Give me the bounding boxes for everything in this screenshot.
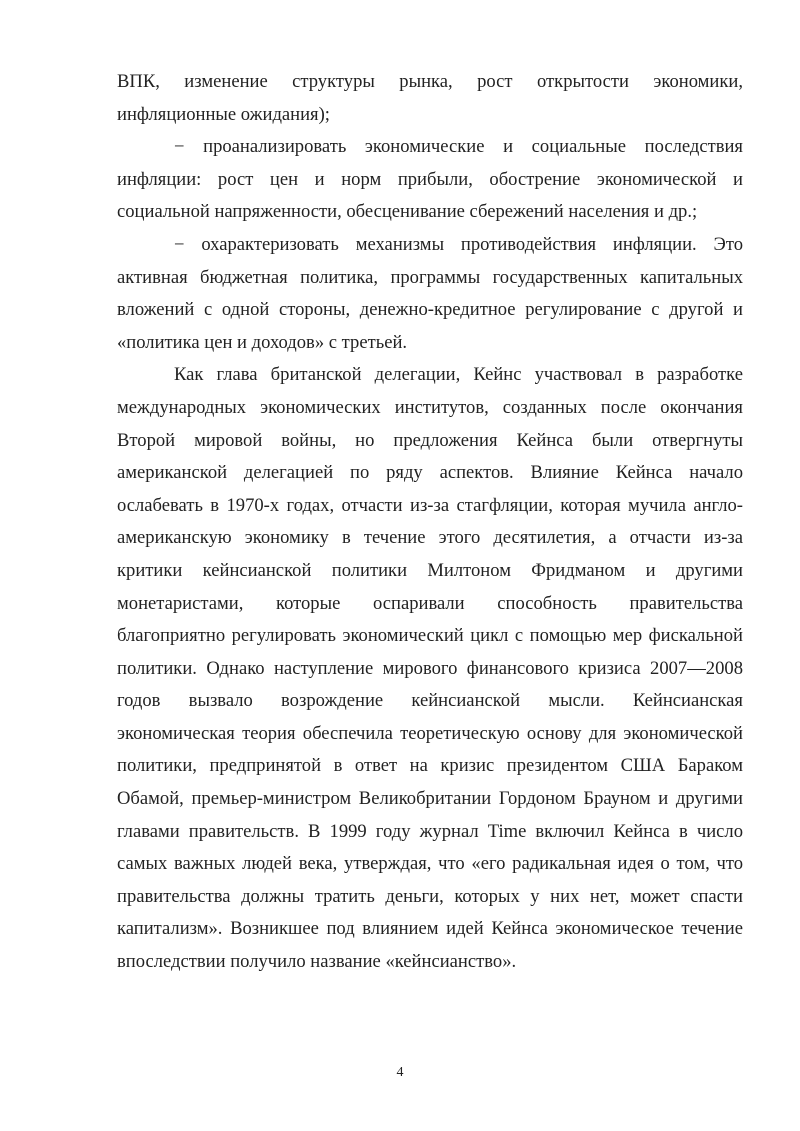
- page-number: 4: [396, 1065, 404, 1080]
- page-body: [117, 66, 743, 979]
- paragraph-keynes: Как глава британской делегации, Кейнс участвовал в разработке международных экономических институтов, созданных после окончания Второй мировой войны, но предложения Кейнса были отвергнуты американской делегацией по ряду аспектов. Влияние Кейнса начало ослабевать в 1970-х годах, отчасти из-за стагфляции, которая мучила англо-американскую экономику в течение этого десятилетия, а отчасти из-за критики кейнсианской политики Милтоном Фридманом и другими монетаристами, которые оспаривали способность правительства благоприятно регулировать экономический цикл с помощью мер фискальной политики. Однако наступление мирового финансового кризиса 2007—2008 годов вызвало возрождение кейнсианской мысли. Кейнсианская экономическая теория обеспечила теоретическую основу для экономической политики, предпринятой в ответ на кризис президентом США Бараком Обамой, премьер-министром Великобритании Гордоном Брауном и другими главами правительств. В 1999 году журнал Time включил Кейнса в число самых важных людей века, утверждая, что «его радикальная идея о том, что правительства должны тратить деньги, которых у них нет, может спасти капитализм». Возникшее под влиянием идей Кейнса экономическое течение впоследствии получило название «кейнсианство».: [117, 364, 743, 973]
- paragraph-continuation: ВПК, изменение структуры рынка, рост открытости экономики, инфляционные ожидания);: [117, 71, 743, 125]
- list-item-consequences: − проанализировать экономические и социальные последствия инфляции: рост цен и норм прибыли, обострение экономической и социальной напряженности, обесценивание сбережений населения и др.;: [117, 136, 743, 223]
- list-item-mechanisms: − охарактеризовать механизмы противодействия инфляции. Это активная бюджетная политика, программы государственных капитальных вложений с одной стороны, денежно-кредитное регулирование с другой и «политика цен и доходов» с третьей.: [117, 233, 743, 353]
